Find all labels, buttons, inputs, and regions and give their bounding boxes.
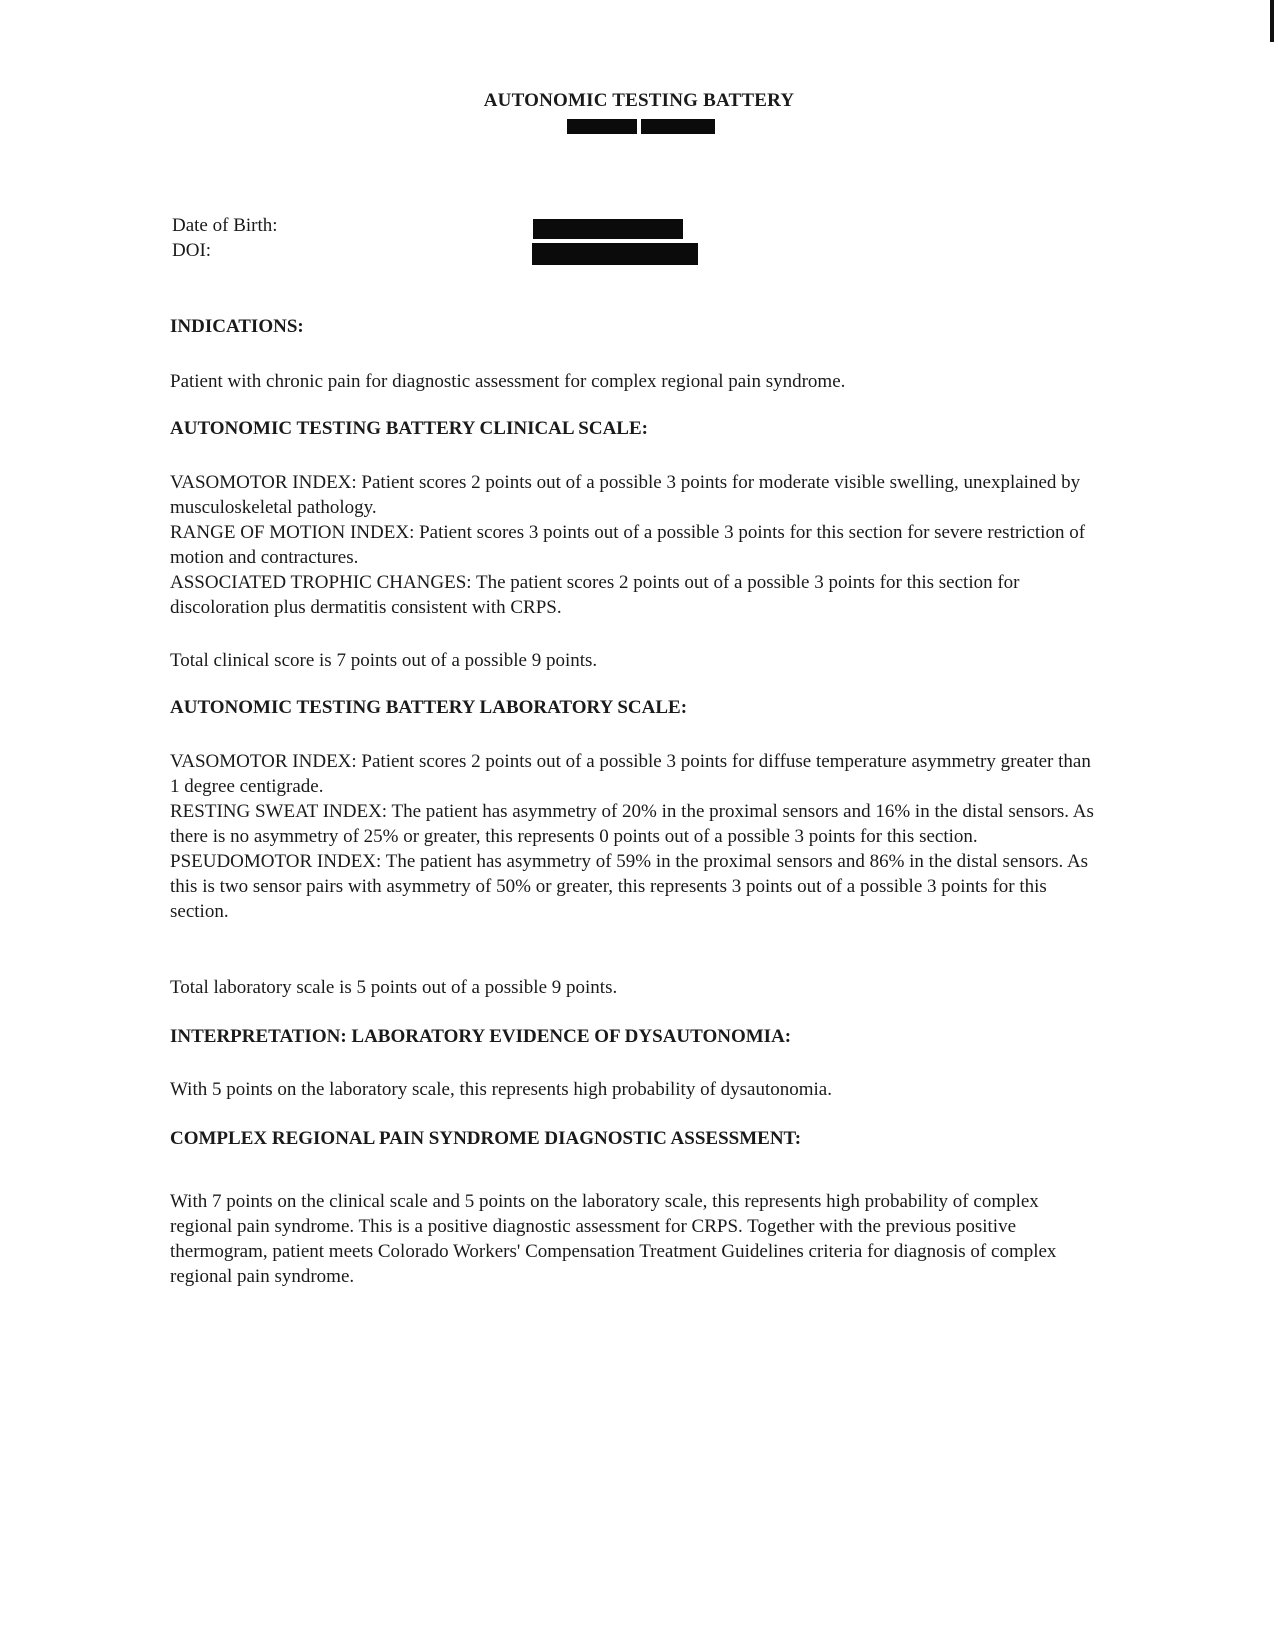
indications-text: Patient with chronic pain for diagnostic assessment for complex regional pain syndrome. [170, 371, 846, 392]
redacted-name-block-1 [567, 119, 637, 134]
document-title: AUTONOMIC TESTING BATTERY [483, 90, 795, 111]
laboratory-total: Total laboratory scale is 5 points out of a possible 9 points. [170, 977, 618, 998]
indications-heading: INDICATIONS: [170, 316, 304, 337]
clinical-trophic-changes: ASSOCIATED TROPHIC CHANGES: The patient scores 2 points out of a possible 3 points for this section for discoloration plus dermatitis consistent with CRPS. [170, 572, 1020, 618]
laboratory-pseudomotor-index: PSEUDOMOTOR INDEX: The patient has asymmetry of 59% in the proximal sensors and 86% in the distal sensors. As this is two sensor pairs with asymmetry of 50% or greater, this represents 3 points out of a possible 3 points for this section. [170, 851, 1089, 922]
dob-label: Date of Birth: [172, 215, 278, 236]
interpretation-text: With 5 points on the laboratory scale, this represents high probability of dysautonomia. [170, 1079, 832, 1100]
clinical-scale-heading: AUTONOMIC TESTING BATTERY CLINICAL SCALE: [170, 418, 648, 439]
redacted-doi-value [532, 243, 698, 265]
laboratory-resting-sweat-index: RESTING SWEAT INDEX: The patient has asymmetry of 20% in the proximal sensors and 16% in the distal sensors. As there is no asymmetry of 25% or greater, this represents 0 points out of a possible 3 points for this section. [170, 801, 1094, 847]
clinical-total: Total clinical score is 7 points out of a possible 9 points. [170, 650, 598, 671]
laboratory-scale-body [170, 749, 1100, 924]
interpretation-heading: INTERPRETATION: LABORATORY EVIDENCE OF DYSAUTONOMIA: [170, 1026, 792, 1047]
doi-label: DOI: [172, 240, 212, 261]
redacted-name-block-2 [641, 119, 715, 134]
crps-assessment-heading: COMPLEX REGIONAL PAIN SYNDROME DIAGNOSTIC ASSESSMENT: [170, 1128, 802, 1149]
clinical-range-of-motion-index: RANGE OF MOTION INDEX: Patient scores 3 points out of a possible 3 points for this section for severe restriction of motion and contractures. [170, 522, 1086, 568]
scan-edge-mark [1270, 0, 1274, 42]
clinical-scale-body [170, 470, 1100, 620]
redacted-dob-value [533, 219, 683, 239]
crps-assessment-text: With 7 points on the clinical scale and 5 points on the laboratory scale, this represents high probability of complex regional pain syndrome. This is a positive diagnostic assessment for CRPS. Together with the previous positive thermogram, patient meets Colorado Workers' Compensation Treatment Guidelines criteria for diagnosis of complex regional pain syndrome. [170, 1191, 1057, 1287]
clinical-vasomotor-index: VASOMOTOR INDEX: Patient scores 2 points out of a possible 3 points for moderate visible swelling, unexplained by musculoskeletal pathology. [170, 472, 1081, 518]
laboratory-scale-heading: AUTONOMIC TESTING BATTERY LABORATORY SCALE: [170, 697, 688, 718]
laboratory-vasomotor-index: VASOMOTOR INDEX: Patient scores 2 points out of a possible 3 points for diffuse temperature asymmetry greater than 1 degree centigrade. [170, 751, 1091, 797]
